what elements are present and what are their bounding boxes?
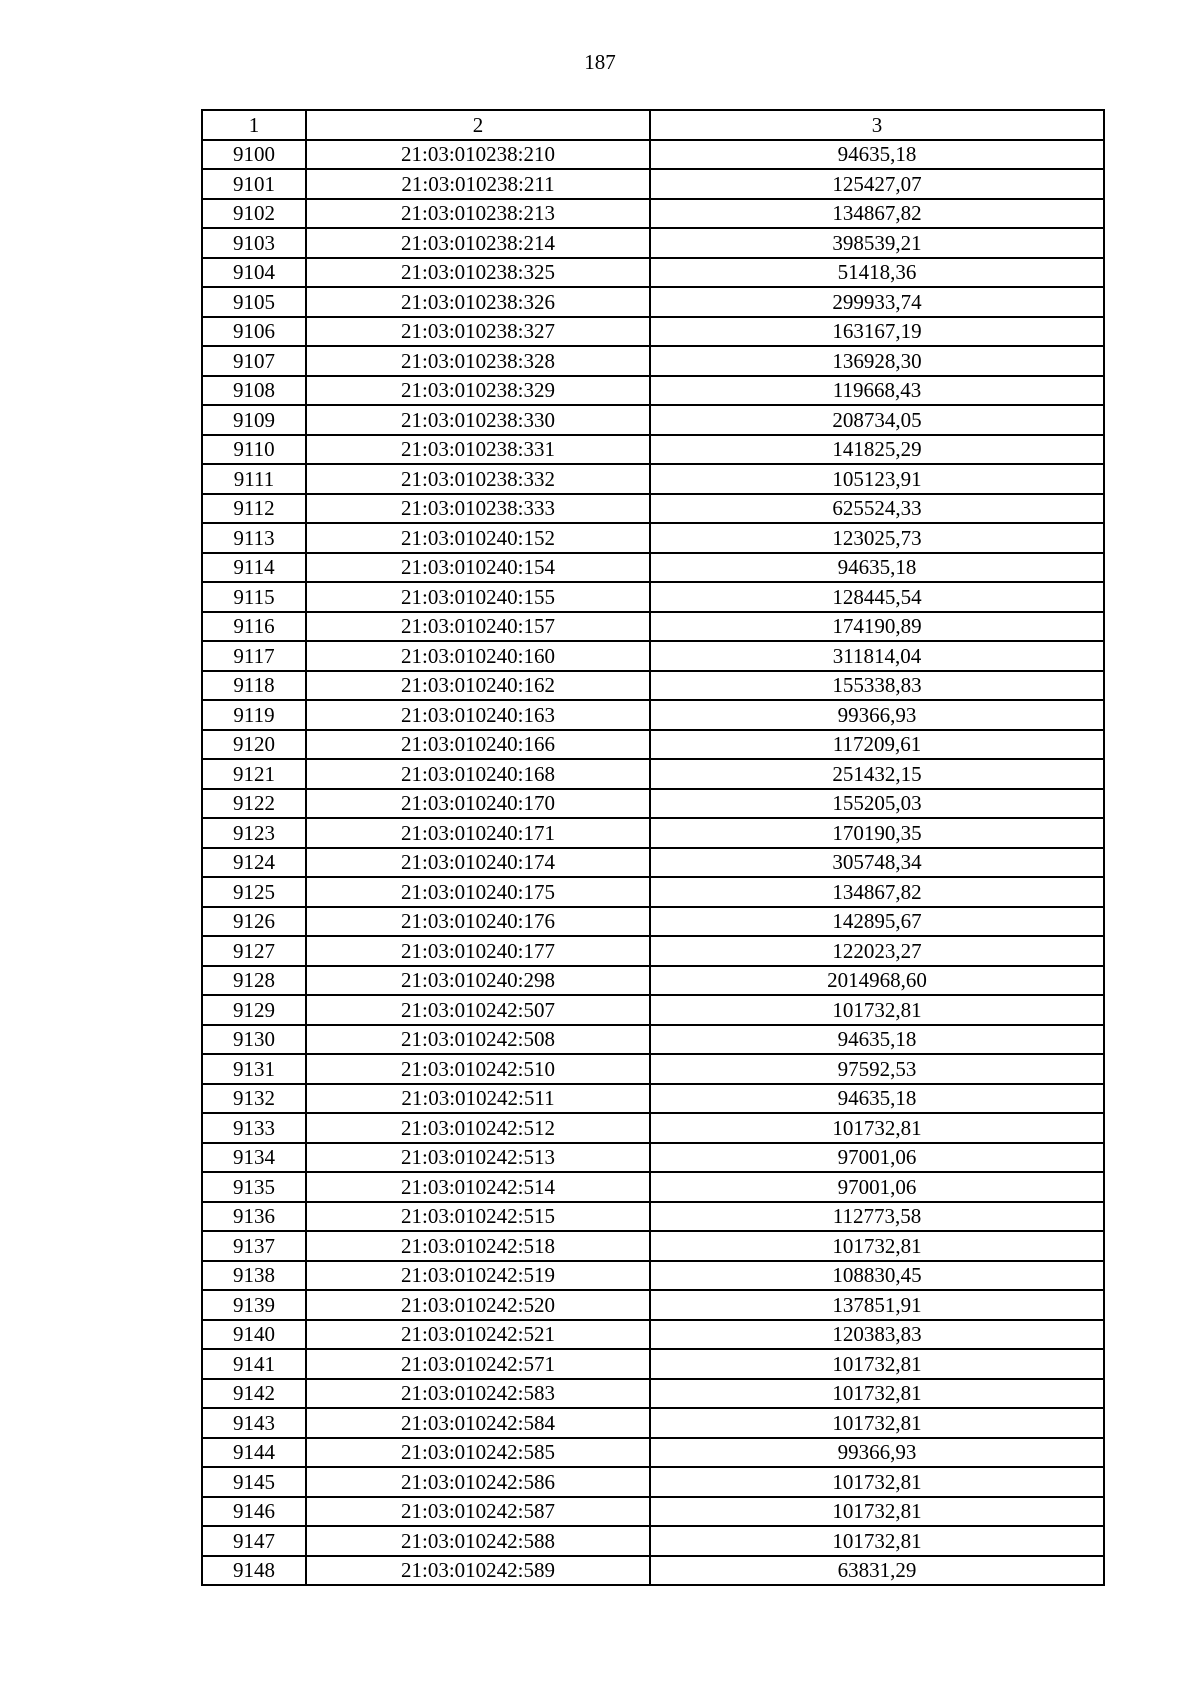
cadastral-number-cell: 21:03:010240:171 xyxy=(306,818,650,848)
row-number-cell: 9127 xyxy=(202,936,306,966)
table-row xyxy=(202,641,1104,671)
page-number: 187 xyxy=(584,50,616,74)
cadastral-number-cell: 21:03:010240:170 xyxy=(306,789,650,819)
header-col-1: 1 xyxy=(202,110,306,140)
table-row xyxy=(202,1113,1104,1143)
row-number-cell: 9101 xyxy=(202,169,306,199)
table-row xyxy=(202,1290,1104,1320)
table-row xyxy=(202,346,1104,376)
row-number-cell: 9139 xyxy=(202,1290,306,1320)
value-cell: 134867,82 xyxy=(650,877,1104,907)
row-number-cell: 9113 xyxy=(202,523,306,553)
header-col-2: 2 xyxy=(306,110,650,140)
value-cell: 299933,74 xyxy=(650,287,1104,317)
value-cell: 311814,04 xyxy=(650,641,1104,671)
header-col-3: 3 xyxy=(650,110,1104,140)
value-cell: 101732,81 xyxy=(650,1231,1104,1261)
row-number-cell: 9110 xyxy=(202,435,306,465)
cadastral-number-cell: 21:03:010242:511 xyxy=(306,1084,650,1114)
table-row xyxy=(202,907,1104,937)
table-row xyxy=(202,1467,1104,1497)
table-row xyxy=(202,759,1104,789)
table-row xyxy=(202,848,1104,878)
cadastral-number-cell: 21:03:010238:211 xyxy=(306,169,650,199)
row-number-cell: 9136 xyxy=(202,1202,306,1232)
table-row xyxy=(202,818,1104,848)
row-number-cell: 9100 xyxy=(202,140,306,170)
cadastral-number-cell: 21:03:010238:332 xyxy=(306,464,650,494)
row-number-cell: 9146 xyxy=(202,1497,306,1527)
cadastral-number-cell: 21:03:010240:177 xyxy=(306,936,650,966)
table-body xyxy=(202,140,1104,1586)
cadastral-number-cell: 21:03:010242:586 xyxy=(306,1467,650,1497)
table-row xyxy=(202,966,1104,996)
cadastral-number-cell: 21:03:010242:521 xyxy=(306,1320,650,1350)
table-row xyxy=(202,1261,1104,1291)
table-row xyxy=(202,995,1104,1025)
value-cell: 174190,89 xyxy=(650,612,1104,642)
table-row xyxy=(202,1231,1104,1261)
table-header xyxy=(202,110,1104,140)
value-cell: 101732,81 xyxy=(650,1349,1104,1379)
row-number-cell: 9135 xyxy=(202,1172,306,1202)
row-number-cell: 9147 xyxy=(202,1526,306,1556)
value-cell: 97001,06 xyxy=(650,1143,1104,1173)
table-row xyxy=(202,169,1104,199)
value-cell: 51418,36 xyxy=(650,258,1104,288)
table-row xyxy=(202,1320,1104,1350)
row-number-cell: 9144 xyxy=(202,1438,306,1468)
cadastral-number-cell: 21:03:010240:175 xyxy=(306,877,650,907)
row-number-cell: 9105 xyxy=(202,287,306,317)
cadastral-number-cell: 21:03:010240:162 xyxy=(306,671,650,701)
value-cell: 625524,33 xyxy=(650,494,1104,524)
row-number-cell: 9118 xyxy=(202,671,306,701)
value-cell: 101732,81 xyxy=(650,1113,1104,1143)
value-cell: 251432,15 xyxy=(650,759,1104,789)
table-row xyxy=(202,1556,1104,1586)
cadastral-number-cell: 21:03:010240:174 xyxy=(306,848,650,878)
value-cell: 101732,81 xyxy=(650,1467,1104,1497)
cadastral-number-cell: 21:03:010242:589 xyxy=(306,1556,650,1586)
row-number-cell: 9145 xyxy=(202,1467,306,1497)
row-number-cell: 9114 xyxy=(202,553,306,583)
cadastral-number-cell: 21:03:010240:168 xyxy=(306,759,650,789)
row-number-cell: 9112 xyxy=(202,494,306,524)
value-cell: 137851,91 xyxy=(650,1290,1104,1320)
cadastral-number-cell: 21:03:010238:331 xyxy=(306,435,650,465)
table-row xyxy=(202,1172,1104,1202)
value-cell: 125427,07 xyxy=(650,169,1104,199)
value-cell: 101732,81 xyxy=(650,995,1104,1025)
row-number-cell: 9125 xyxy=(202,877,306,907)
value-cell: 94635,18 xyxy=(650,1084,1104,1114)
row-number-cell: 9123 xyxy=(202,818,306,848)
value-cell: 108830,45 xyxy=(650,1261,1104,1291)
table-row xyxy=(202,1497,1104,1527)
value-cell: 105123,91 xyxy=(650,464,1104,494)
value-cell: 141825,29 xyxy=(650,435,1104,465)
value-cell: 155338,83 xyxy=(650,671,1104,701)
cadastral-number-cell: 21:03:010242:518 xyxy=(306,1231,650,1261)
cadastral-number-cell: 21:03:010242:512 xyxy=(306,1113,650,1143)
value-cell: 122023,27 xyxy=(650,936,1104,966)
value-cell: 155205,03 xyxy=(650,789,1104,819)
value-cell: 101732,81 xyxy=(650,1379,1104,1409)
table-row xyxy=(202,228,1104,258)
value-cell: 101732,81 xyxy=(650,1408,1104,1438)
table-row xyxy=(202,936,1104,966)
cadastral-number-cell: 21:03:010240:176 xyxy=(306,907,650,937)
table-row xyxy=(202,671,1104,701)
table-row xyxy=(202,494,1104,524)
table-row xyxy=(202,523,1104,553)
table-row xyxy=(202,287,1104,317)
row-number-cell: 9116 xyxy=(202,612,306,642)
value-cell: 117209,61 xyxy=(650,730,1104,760)
cadastral-number-cell: 21:03:010242:584 xyxy=(306,1408,650,1438)
cadastral-number-cell: 21:03:010240:155 xyxy=(306,582,650,612)
row-number-cell: 9106 xyxy=(202,317,306,347)
value-cell: 136928,30 xyxy=(650,346,1104,376)
table-row xyxy=(202,1143,1104,1173)
row-number-cell: 9121 xyxy=(202,759,306,789)
value-cell: 101732,81 xyxy=(650,1526,1104,1556)
cadastral-number-cell: 21:03:010238:333 xyxy=(306,494,650,524)
row-number-cell: 9103 xyxy=(202,228,306,258)
value-cell: 112773,58 xyxy=(650,1202,1104,1232)
table-row xyxy=(202,1526,1104,1556)
value-cell: 94635,18 xyxy=(650,140,1104,170)
table-row xyxy=(202,789,1104,819)
row-number-cell: 9120 xyxy=(202,730,306,760)
register-table xyxy=(201,109,1105,1586)
cadastral-number-cell: 21:03:010240:166 xyxy=(306,730,650,760)
row-number-cell: 9115 xyxy=(202,582,306,612)
value-cell: 120383,83 xyxy=(650,1320,1104,1350)
cadastral-number-cell: 21:03:010242:583 xyxy=(306,1379,650,1409)
table-row xyxy=(202,1202,1104,1232)
value-cell: 63831,29 xyxy=(650,1556,1104,1586)
row-number-cell: 9122 xyxy=(202,789,306,819)
row-number-cell: 9102 xyxy=(202,199,306,229)
row-number-cell: 9143 xyxy=(202,1408,306,1438)
table-row xyxy=(202,405,1104,435)
cadastral-number-cell: 21:03:010242:519 xyxy=(306,1261,650,1291)
cadastral-number-cell: 21:03:010238:327 xyxy=(306,317,650,347)
value-cell: 134867,82 xyxy=(650,199,1104,229)
row-number-cell: 9108 xyxy=(202,376,306,406)
value-cell: 305748,34 xyxy=(650,848,1104,878)
table-row xyxy=(202,1084,1104,1114)
table-row xyxy=(202,464,1104,494)
row-number-cell: 9148 xyxy=(202,1556,306,1586)
table-row xyxy=(202,612,1104,642)
value-cell: 97592,53 xyxy=(650,1054,1104,1084)
cadastral-number-cell: 21:03:010242:513 xyxy=(306,1143,650,1173)
cadastral-number-cell: 21:03:010242:514 xyxy=(306,1172,650,1202)
value-cell: 208734,05 xyxy=(650,405,1104,435)
cadastral-number-cell: 21:03:010242:588 xyxy=(306,1526,650,1556)
value-cell: 170190,35 xyxy=(650,818,1104,848)
cadastral-number-cell: 21:03:010242:571 xyxy=(306,1349,650,1379)
row-number-cell: 9129 xyxy=(202,995,306,1025)
row-number-cell: 9117 xyxy=(202,641,306,671)
cadastral-number-cell: 21:03:010238:210 xyxy=(306,140,650,170)
table-row xyxy=(202,1349,1104,1379)
value-cell: 99366,93 xyxy=(650,1438,1104,1468)
cadastral-number-cell: 21:03:010242:587 xyxy=(306,1497,650,1527)
cadastral-number-cell: 21:03:010240:160 xyxy=(306,641,650,671)
value-cell: 2014968,60 xyxy=(650,966,1104,996)
table-row xyxy=(202,1054,1104,1084)
row-number-cell: 9133 xyxy=(202,1113,306,1143)
row-number-cell: 9104 xyxy=(202,258,306,288)
cadastral-number-cell: 21:03:010242:515 xyxy=(306,1202,650,1232)
table-row xyxy=(202,877,1104,907)
value-cell: 119668,43 xyxy=(650,376,1104,406)
row-number-cell: 9119 xyxy=(202,700,306,730)
cadastral-number-cell: 21:03:010238:326 xyxy=(306,287,650,317)
cadastral-number-cell: 21:03:010242:508 xyxy=(306,1025,650,1055)
row-number-cell: 9131 xyxy=(202,1054,306,1084)
cadastral-number-cell: 21:03:010238:214 xyxy=(306,228,650,258)
value-cell: 398539,21 xyxy=(650,228,1104,258)
cadastral-number-cell: 21:03:010240:163 xyxy=(306,700,650,730)
row-number-cell: 9126 xyxy=(202,907,306,937)
value-cell: 94635,18 xyxy=(650,553,1104,583)
cadastral-number-cell: 21:03:010238:329 xyxy=(306,376,650,406)
cadastral-number-cell: 21:03:010238:325 xyxy=(306,258,650,288)
row-number-cell: 9140 xyxy=(202,1320,306,1350)
cadastral-number-cell: 21:03:010240:298 xyxy=(306,966,650,996)
value-cell: 123025,73 xyxy=(650,523,1104,553)
table-row xyxy=(202,140,1104,170)
table-row xyxy=(202,1408,1104,1438)
cadastral-number-cell: 21:03:010238:330 xyxy=(306,405,650,435)
row-number-cell: 9130 xyxy=(202,1025,306,1055)
value-cell: 142895,67 xyxy=(650,907,1104,937)
table-row xyxy=(202,553,1104,583)
row-number-cell: 9109 xyxy=(202,405,306,435)
value-cell: 101732,81 xyxy=(650,1497,1104,1527)
row-number-cell: 9124 xyxy=(202,848,306,878)
cadastral-number-cell: 21:03:010242:520 xyxy=(306,1290,650,1320)
row-number-cell: 9132 xyxy=(202,1084,306,1114)
table-row xyxy=(202,376,1104,406)
cadastral-number-cell: 21:03:010240:157 xyxy=(306,612,650,642)
value-cell: 97001,06 xyxy=(650,1172,1104,1202)
table-row xyxy=(202,1438,1104,1468)
cadastral-number-cell: 21:03:010240:154 xyxy=(306,553,650,583)
row-number-cell: 9141 xyxy=(202,1349,306,1379)
row-number-cell: 9111 xyxy=(202,464,306,494)
value-cell: 128445,54 xyxy=(650,582,1104,612)
row-number-cell: 9137 xyxy=(202,1231,306,1261)
cadastral-number-cell: 21:03:010240:152 xyxy=(306,523,650,553)
table-row xyxy=(202,1025,1104,1055)
table-row xyxy=(202,700,1104,730)
table-row xyxy=(202,730,1104,760)
value-cell: 94635,18 xyxy=(650,1025,1104,1055)
cadastral-number-cell: 21:03:010242:510 xyxy=(306,1054,650,1084)
cadastral-number-cell: 21:03:010238:213 xyxy=(306,199,650,229)
table-row xyxy=(202,582,1104,612)
table-row xyxy=(202,258,1104,288)
value-cell: 99366,93 xyxy=(650,700,1104,730)
table-row xyxy=(202,435,1104,465)
table-row xyxy=(202,1379,1104,1409)
row-number-cell: 9134 xyxy=(202,1143,306,1173)
cadastral-number-cell: 21:03:010242:507 xyxy=(306,995,650,1025)
row-number-cell: 9128 xyxy=(202,966,306,996)
value-cell: 163167,19 xyxy=(650,317,1104,347)
table-row xyxy=(202,199,1104,229)
row-number-cell: 9107 xyxy=(202,346,306,376)
row-number-cell: 9142 xyxy=(202,1379,306,1409)
row-number-cell: 9138 xyxy=(202,1261,306,1291)
cadastral-number-cell: 21:03:010242:585 xyxy=(306,1438,650,1468)
table-row xyxy=(202,317,1104,347)
cadastral-number-cell: 21:03:010238:328 xyxy=(306,346,650,376)
header-row xyxy=(202,110,1104,140)
